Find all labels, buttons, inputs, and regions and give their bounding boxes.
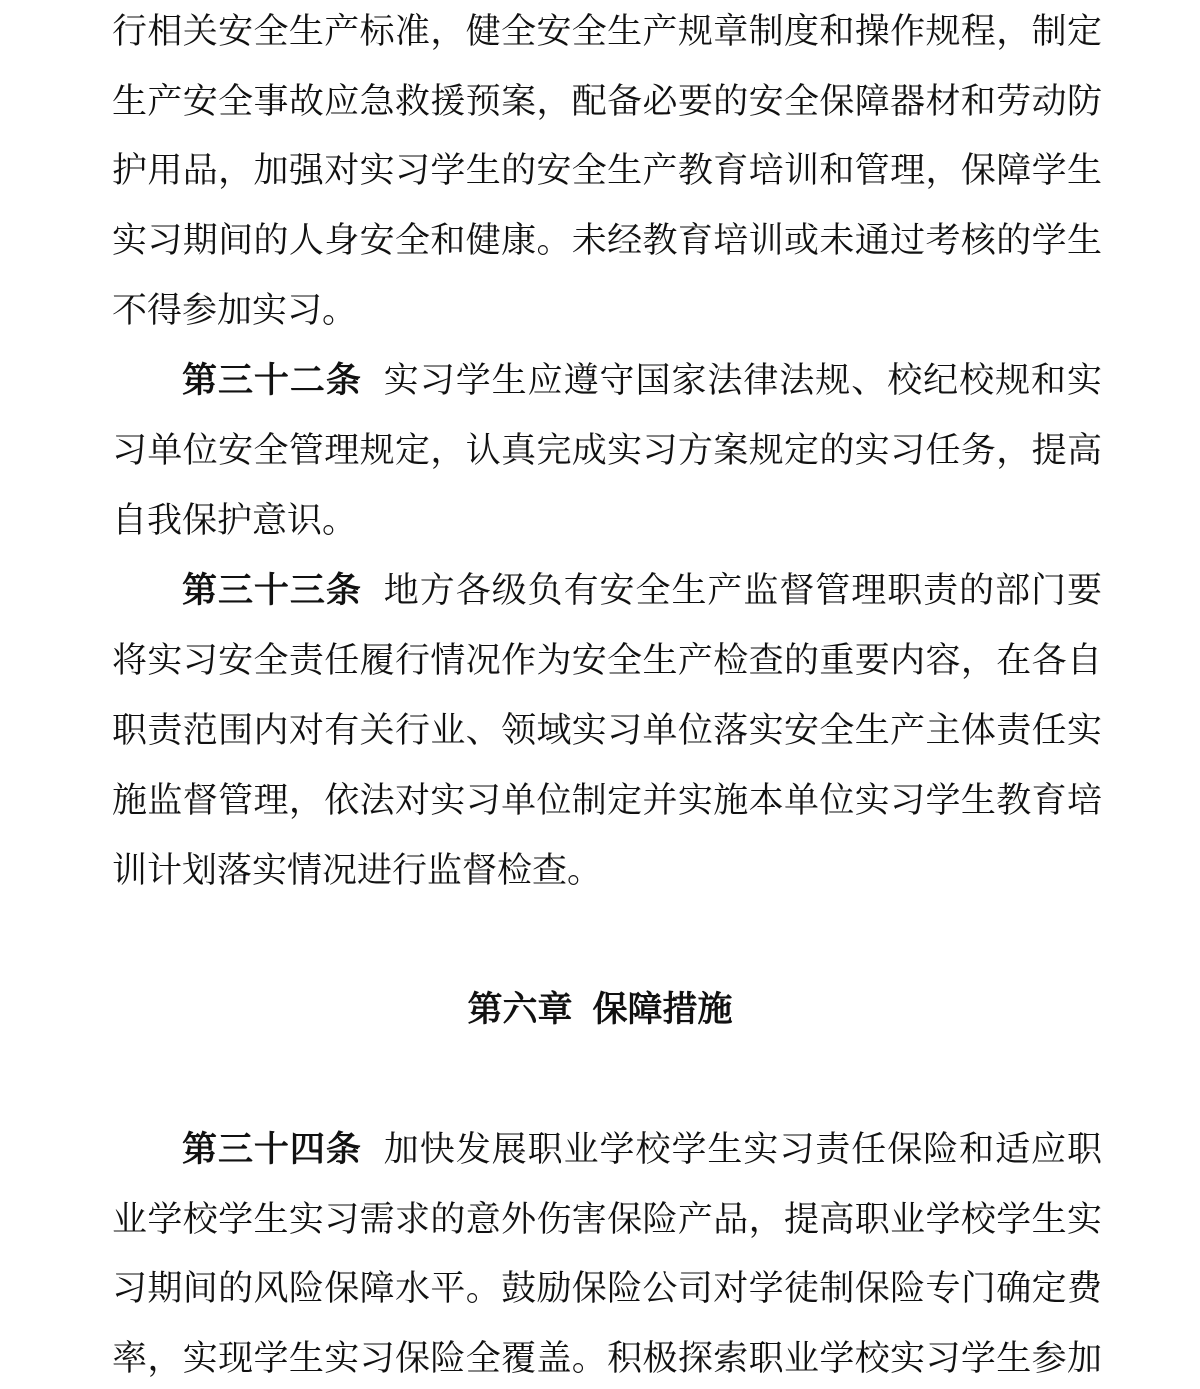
- article-34-line: 率，实现学生实习保险全覆盖。积极探索职业学校实习学生参加: [112, 1339, 1102, 1379]
- article-32-first-line: [182, 351, 1102, 411]
- article-33-line: 施监督管理，依法对实习单位制定并实施本单位实习学生教育培: [112, 781, 1102, 821]
- article-32-line: 自我保护意识。: [112, 501, 358, 541]
- article-32-label: 第三十二条: [182, 361, 362, 401]
- article-33-label: 第三十三条: [182, 571, 362, 611]
- article-32-line: 习单位安全管理规定，认真完成实习方案规定的实习任务，提高: [112, 431, 1102, 471]
- paragraph-line: 生产安全事故应急救援预案，配备必要的安全保障器材和劳动防: [112, 82, 1102, 122]
- article-34-first-line: [182, 1120, 1102, 1180]
- chapter-title: 保障措施: [592, 990, 733, 1030]
- paragraph-line: 不得参加实习。: [112, 291, 358, 331]
- chapter-heading: [0, 980, 1200, 1040]
- article-34-line: 习期间的风险保障水平。鼓励保险公司对学徒制保险专门确定费: [112, 1269, 1102, 1309]
- paragraph-line: 行相关安全生产标准，健全安全生产规章制度和操作规程，制定: [112, 12, 1102, 52]
- article-33-first-line: [182, 561, 1102, 621]
- article-33-text: 地方各级负有安全生产监督管理职责的部门要: [383, 571, 1102, 611]
- article-33-line: 职责范围内对有关行业、领域实习单位落实安全生产主体责任实: [112, 711, 1102, 751]
- article-34-line: 业学校学生实习需求的意外伤害保险产品，提高职业学校学生实: [112, 1200, 1102, 1240]
- paragraph-line: 护用品，加强对实习学生的安全生产教育培训和管理，保障学生: [112, 151, 1102, 191]
- article-32-text: 实习学生应遵守国家法律法规、校纪校规和实: [383, 361, 1102, 401]
- paragraph-line: 实习期间的人身安全和健康。未经教育培训或未通过考核的学生: [112, 221, 1102, 261]
- article-34-label: 第三十四条: [182, 1130, 362, 1170]
- article-34-text: 加快发展职业学校学生实习责任保险和适应职: [383, 1130, 1102, 1170]
- article-33-line: 将实习安全责任履行情况作为安全生产检查的重要内容，在各自: [112, 641, 1102, 681]
- chapter-number: 第六章: [467, 990, 573, 1030]
- article-33-line: 训计划落实情况进行监督检查。: [112, 851, 603, 891]
